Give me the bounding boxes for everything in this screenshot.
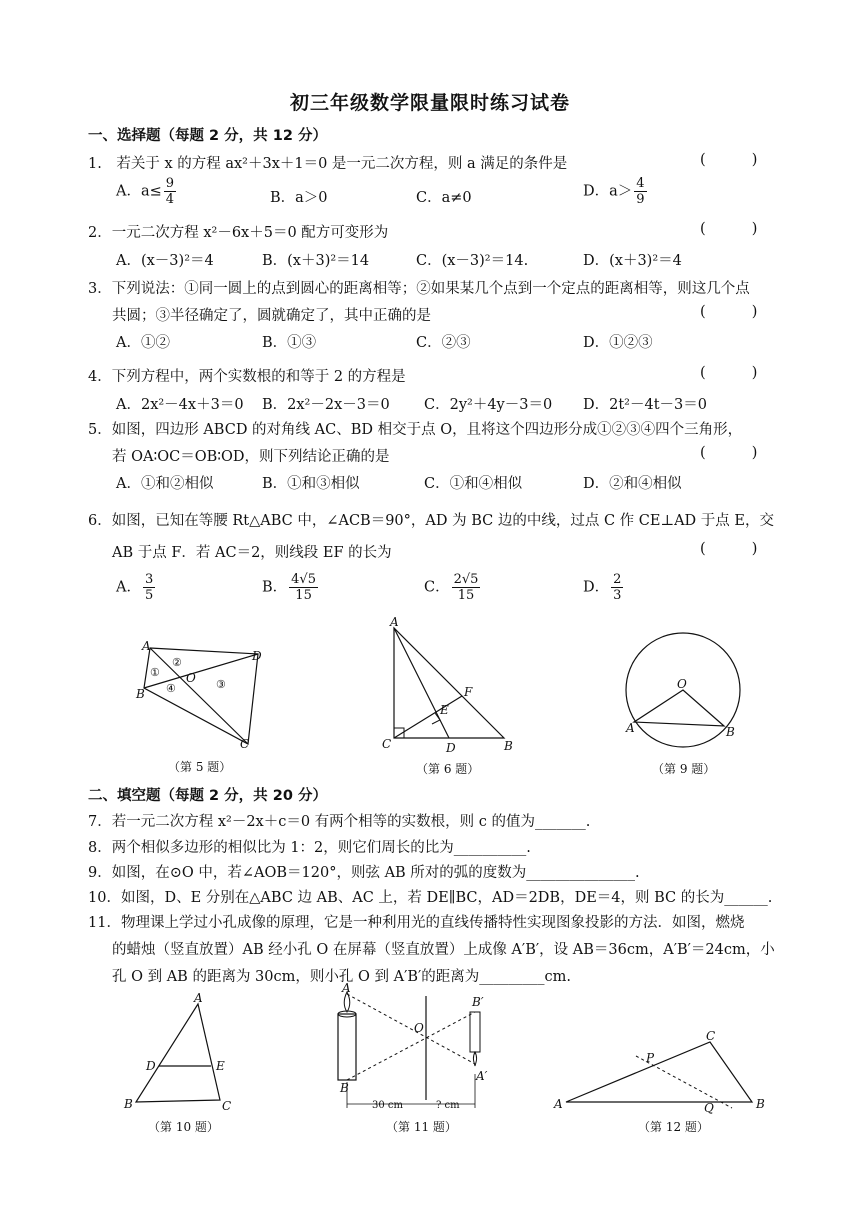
q1-option-c: C．a≠0: [416, 190, 472, 206]
fig11-label-A-prime: A′: [476, 1069, 488, 1083]
fig6-label-C: C: [382, 737, 392, 751]
figure-12-triangle: [550, 1029, 780, 1115]
fig5-region-3: ③: [216, 678, 226, 691]
fig6-label-D: D: [446, 741, 456, 755]
q5-option-a: A．①和②相似: [116, 476, 214, 492]
q4-option-d: D．2t²－4t－3＝0: [583, 397, 707, 413]
q6-option-b: B． $\frac{4√5}{15}$: [262, 572, 316, 603]
fig11-dist-unknown: ? cm: [436, 1100, 460, 1111]
fig6-label-E: E: [440, 703, 449, 717]
fig12-label-P: P: [646, 1051, 655, 1065]
q6-option-d: D． $\frac{2}{3}$: [583, 572, 622, 603]
figure-6-right-triangle: [380, 615, 520, 758]
q2-option-c: C．(x－3)²＝14.: [416, 253, 529, 269]
caption-figure-11: （第 11 题）: [386, 1120, 457, 1134]
question-7: 7．若一元二次方程 x²－2x＋c＝0 有两个相等的实数根，则 c 的值为_______.: [88, 814, 591, 830]
answer-paren-5: ( ): [700, 445, 758, 461]
q2-option-d: D．(x＋3)²＝4: [583, 253, 682, 269]
answer-paren-1: ( ): [700, 152, 758, 168]
question-5-stem-2: 若 OA∶OC＝OB∶OD，则下列结论正确的是: [112, 449, 390, 465]
answer-paren-2: ( ): [700, 221, 758, 237]
q4-option-c: C．2y²＋4y－3＝0: [424, 397, 553, 413]
question-6-stem-1: 6．如图，已知在等腰 Rt△ABC 中，∠ACB＝90°，AD 为 BC 边的中线，过点 C 作 CE⊥AD 于点 E，交: [88, 513, 774, 529]
figure-9-circle: [620, 628, 750, 758]
fig9-label-B: B: [726, 725, 735, 739]
fig9-label-A: A: [626, 721, 635, 735]
question-2-stem: 2．一元二次方程 x²－6x＋5＝0 配方可变形为: [88, 225, 389, 241]
question-11-line-1: 11．物理课上学过小孔成像的原理，它是一种利用光的直线传播特性实现图象投影的方法．如图，燃烧: [88, 915, 745, 931]
fig5-region-4: ④: [166, 682, 176, 695]
fig10-label-E: E: [216, 1059, 225, 1073]
q1-option-d: D．a＞ $\frac{4}{9}$: [583, 176, 645, 207]
caption-figure-10: （第 10 题）: [148, 1120, 219, 1134]
answer-paren-6: ( ): [700, 541, 758, 557]
section-heading-fill: 二、填空题（每题 2 分，共 20 分）: [88, 788, 327, 804]
fig10-label-B: B: [124, 1097, 133, 1111]
fig5-label-O: O: [186, 671, 196, 685]
q2-option-a: A．(x－3)²＝4: [116, 253, 214, 269]
q6-option-c: C． $\frac{2√5}{15}$: [424, 572, 479, 603]
q5-option-c: C．①和④相似: [424, 476, 523, 492]
question-6-stem-2: AB 于点 F．若 AC＝2，则线段 EF 的长为: [112, 545, 392, 561]
question-5-stem-1: 5．如图，四边形 ABCD 的对角线 AC、BD 相交于点 O，且将这个四边形分成①②③④四个三角形，: [88, 422, 743, 438]
caption-figure-9: （第 9 题）: [652, 762, 716, 776]
page-title: 初三年级数学限量限时练习试卷: [289, 92, 570, 114]
fig11-label-B: B: [340, 1081, 349, 1095]
q4-option-a: A．2x²－4x＋3＝0: [116, 397, 244, 413]
q6-option-a: A． $\frac{3}{5}$: [116, 572, 154, 603]
fig5-region-2: ②: [172, 656, 182, 669]
fig9-label-O: O: [677, 677, 687, 691]
answer-paren-4: ( ): [700, 365, 758, 381]
question-3-stem-2: 共圆；③半径确定了，圆就确定了，其中正确的是: [112, 308, 431, 324]
answer-paren-3: ( ): [700, 304, 758, 320]
q3-option-a: A．①②: [116, 335, 170, 351]
fig10-label-C: C: [222, 1099, 232, 1113]
fig12-label-C: C: [706, 1029, 716, 1043]
fig5-label-C: C: [240, 737, 250, 751]
question-11-line-3: 孔 O 到 AB 的距离为 30cm，则小孔 O 到 A′B′的距离为_________cm.: [112, 969, 572, 985]
figure-10-triangle: [120, 991, 240, 1114]
fig12-label-A: A: [554, 1097, 563, 1111]
fig11-label-B-prime: B′: [472, 995, 484, 1009]
q2-option-b: B．(x＋3)²＝14: [262, 253, 370, 269]
fig10-label-D: D: [146, 1059, 156, 1073]
q1-option-a: A．a≤ $\frac{9}{4}$: [116, 176, 175, 207]
fig6-label-B: B: [504, 739, 513, 753]
fig11-dist-30: 30 cm: [372, 1100, 403, 1111]
section-heading-choice: 一、选择题（每题 2 分，共 12 分）: [88, 128, 327, 144]
question-3-stem-1: 3．下列说法：①同一圆上的点到圆心的距离相等；②如果某几个点到一个定点的距离相等，则这几个点: [88, 281, 750, 297]
q3-option-d: D．①②③: [583, 335, 653, 351]
figure-11-pinhole: [330, 981, 500, 1114]
figure-5-quadrilateral: [130, 636, 270, 756]
caption-figure-12: （第 12 题）: [638, 1120, 709, 1134]
fig6-label-F: F: [464, 685, 473, 699]
question-1-stem: 1. 若关于 x 的方程 ax²＋3x＋1＝0 是一元二次方程，则 a 满足的条件是: [88, 156, 568, 172]
question-4-stem: 4．下列方程中，两个实数根的和等于 2 的方程是: [88, 369, 406, 385]
fig6-label-A: A: [390, 615, 399, 629]
question-8: 8．两个相似多边形的相似比为 1：2，则它们周长的比为__________.: [88, 840, 531, 856]
fig5-label-A: A: [142, 639, 151, 653]
question-11-line-2: 的蜡烛（竖直放置）AB 经小孔 O 在屏幕（竖直放置）上成像 A′B′，设 AB＝36cm，A′B′＝24cm，小: [112, 942, 775, 958]
fig5-region-1: ①: [150, 666, 160, 679]
caption-figure-6: （第 6 题）: [416, 762, 480, 776]
question-9: 9．如图，在⊙O 中，若∠AOB＝120°，则弦 AB 所对的弧的度数为_______________.: [88, 865, 640, 881]
fig11-label-A: A: [342, 981, 351, 995]
fig10-label-A: A: [194, 991, 203, 1005]
q3-option-b: B．①③: [262, 335, 317, 351]
q5-option-b: B．①和③相似: [262, 476, 360, 492]
caption-figure-5: （第 5 题）: [168, 760, 232, 774]
q4-option-b: B．2x²－2x－3＝0: [262, 397, 390, 413]
fig12-label-B: B: [756, 1097, 765, 1111]
q3-option-c: C．②③: [416, 335, 471, 351]
fig12-label-Q: Q: [704, 1101, 714, 1115]
fig11-label-O: O: [414, 1021, 424, 1035]
question-10: 10．如图，D、E 分别在△ABC 边 AB、AC 上，若 DE∥BC，AD＝2DB，DE＝4，则 BC 的长为______.: [88, 890, 773, 906]
q1-option-b: B．a＞0: [270, 190, 328, 206]
fig5-label-D: D: [252, 649, 262, 663]
q5-option-d: D．②和④相似: [583, 476, 682, 492]
fig5-label-B: B: [136, 687, 145, 701]
